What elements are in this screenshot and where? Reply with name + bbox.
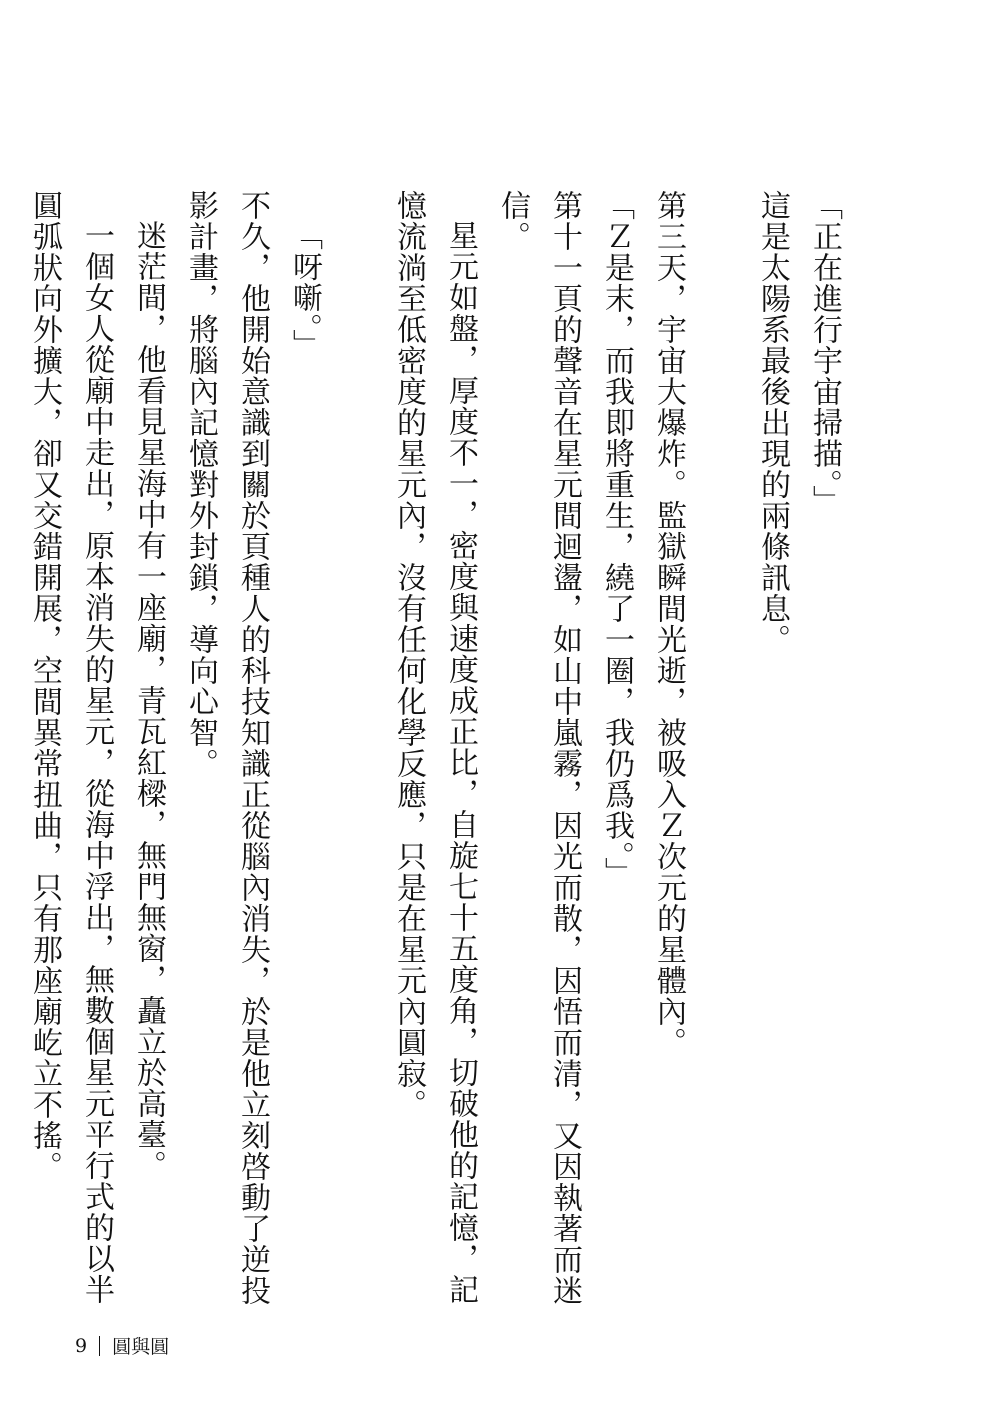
paragraph: 「正在進行宇宙掃描。」	[807, 190, 842, 516]
paragraph: 第十一頁的聲音在星元間迴盪，如山中嵐霧，因光而散，因悟而清，又因執著而迷信。	[495, 190, 582, 1306]
footer-divider	[99, 1336, 100, 1356]
paragraph: 這是太陽系最後出現的兩條訊息。	[755, 190, 790, 655]
paragraph: 星元如盤，厚度不一，密度與速度成正比，自旋七十五度角，切破他的記憶，記憶流淌至低密度的星元內，沒有任何化學反應，只是在星元內圓寂。	[391, 190, 478, 1305]
paragraph: 第三天，宇宙大爆炸。監獄瞬間光逝，被吸入Ｚ次元的星體內。	[651, 190, 686, 1058]
paragraph: 一個女人從廟中走出，原本消失的星元，從海中浮出，無數個星元平行式的以半圓弧狀向外擴大，卻又交錯開展，空間異常扭曲，只有那座廟屹立不搖。	[27, 190, 114, 1305]
blank-line	[330, 190, 382, 1310]
book-title: 圓與圓	[112, 1336, 170, 1358]
page-footer	[75, 1332, 169, 1359]
paragraph: 不久，他開始意識到關於頁種人的科技知識正從腦內消失，於是他立刻啓動了逆投影計畫，將腦內記憶對外封鎖，導向心智。	[183, 190, 270, 1306]
paragraph: 「呀噺。」	[287, 220, 322, 360]
paragraph: 迷茫間，他看見星海中有一座廟，青瓦紅樑，無門無窗，矗立於高臺。	[131, 220, 166, 1181]
page-number: 9	[75, 1334, 88, 1357]
paragraph: 「Ｚ是末，而我即將重生，繞了一圈，我仍爲我。」	[599, 190, 634, 888]
blank-line	[694, 190, 746, 1310]
body-text	[18, 190, 850, 1310]
